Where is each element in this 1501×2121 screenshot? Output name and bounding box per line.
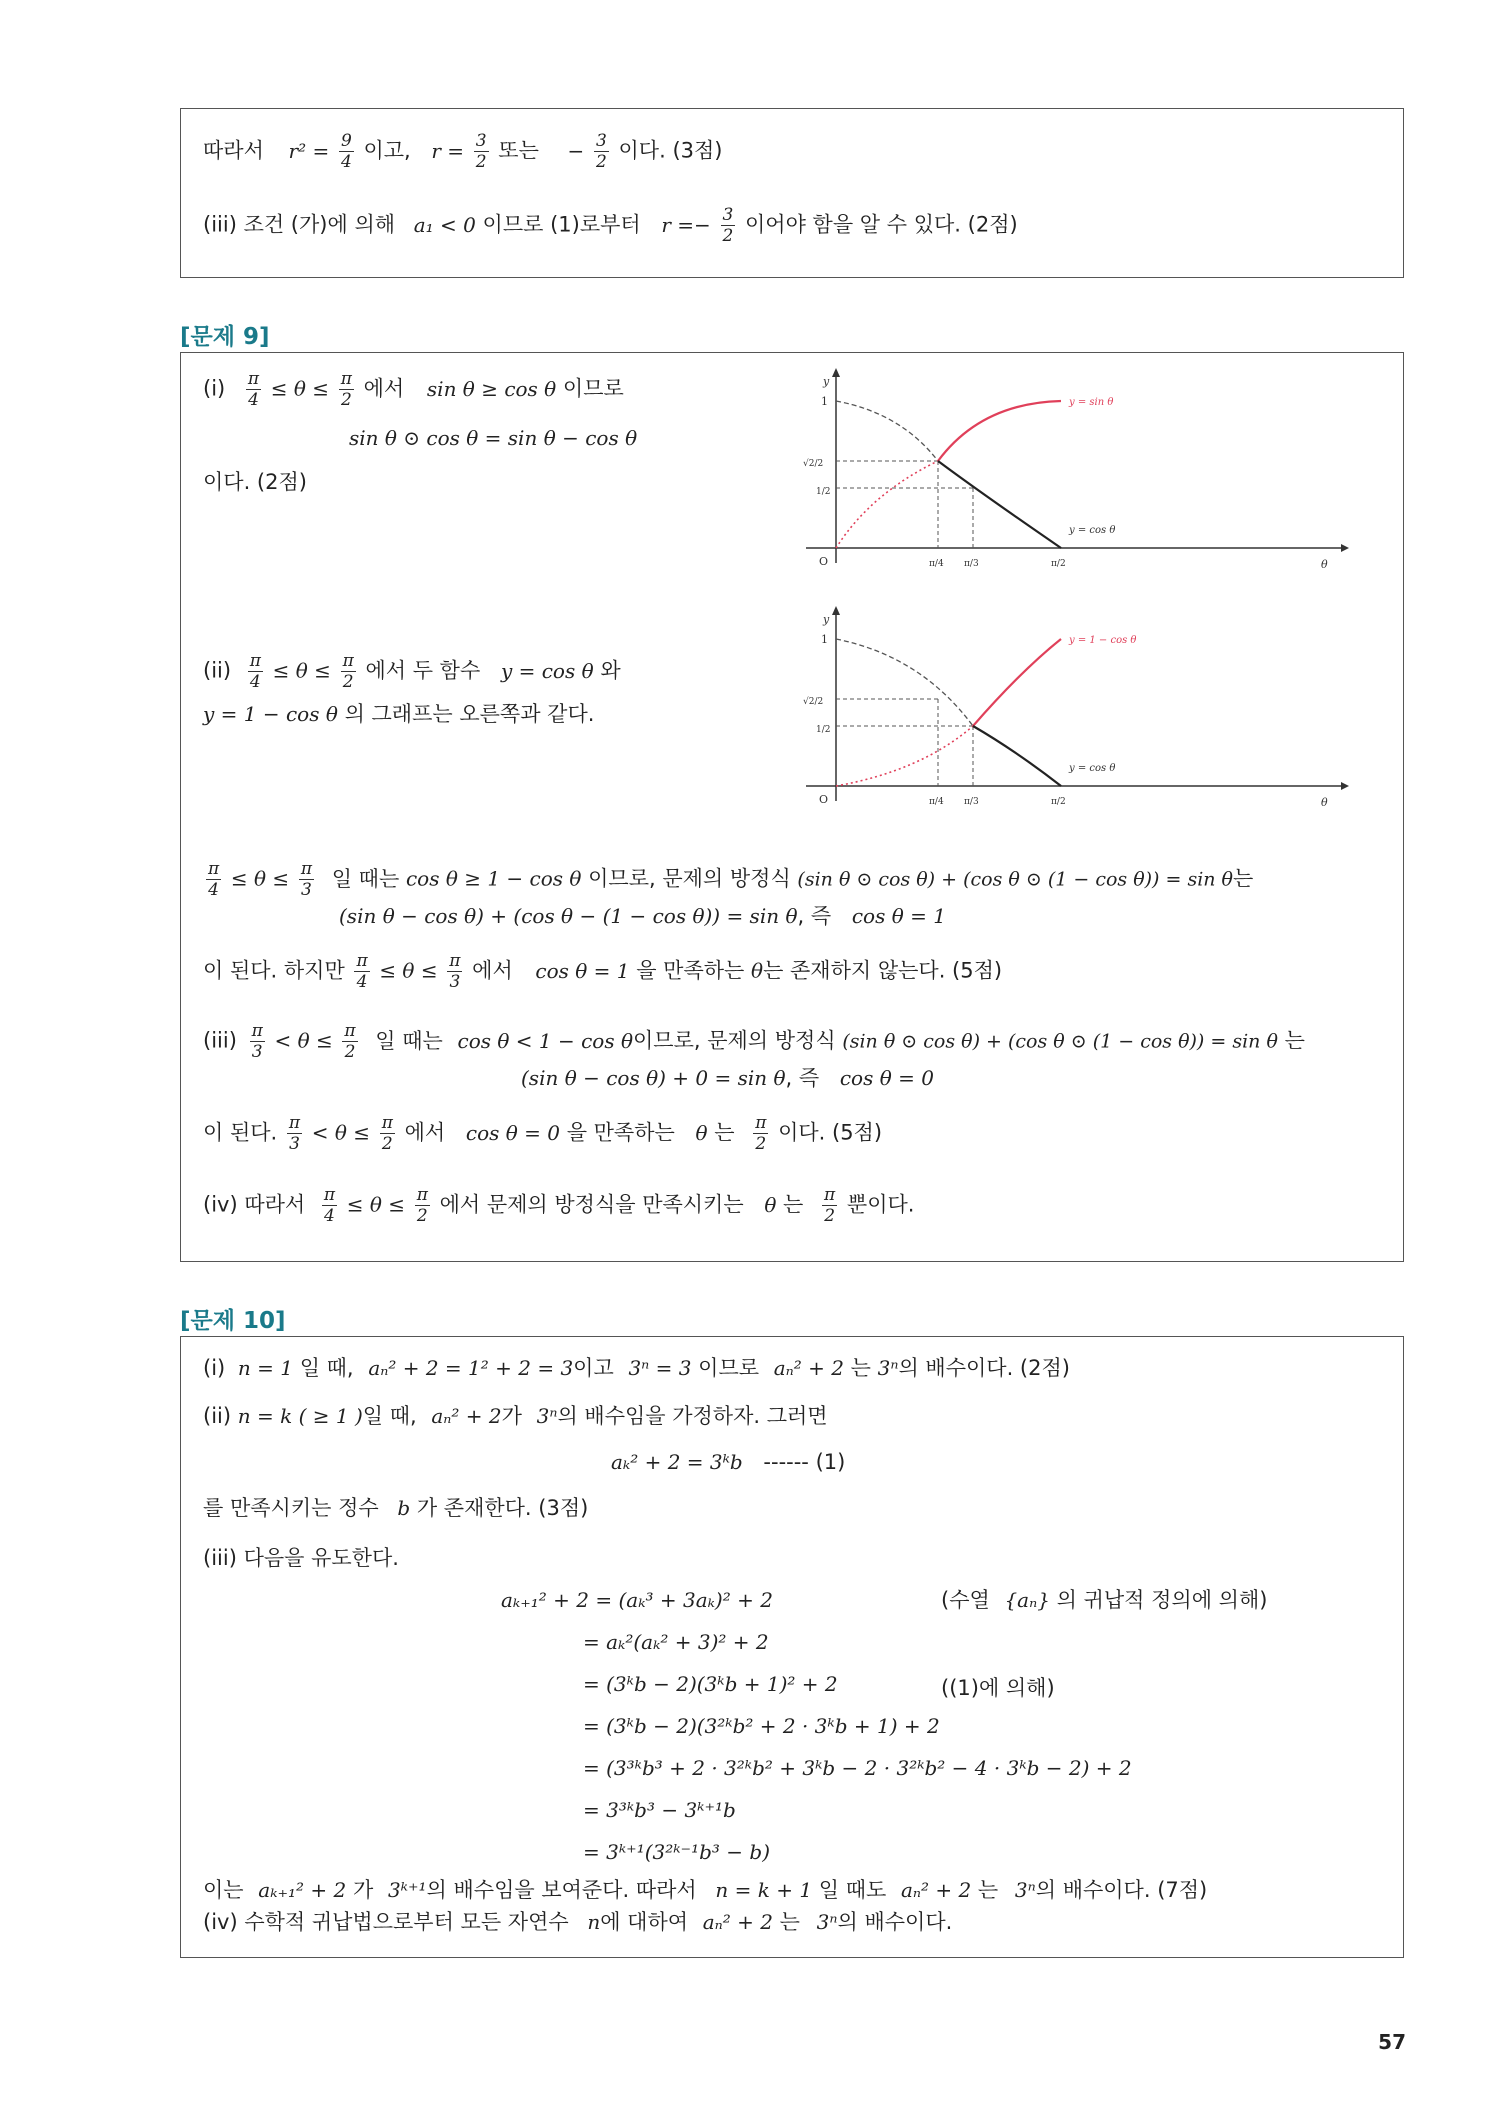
graph-cos-one-minus-cos <box>751 601 1351 816</box>
p10-case-iv: (iv) 수학적 귀납법으로부터 모든 자연수 n에 대하여 aₙ² + 2 는 3ⁿ의 배수이다. <box>203 1910 953 1934</box>
derivation-step-3: = (3ᵏb − 2)(3ᵏb + 1)² + 2 <box>583 1672 838 1696</box>
p9-case-i-equation: sin θ ⊙ cos θ = sin θ − cos θ <box>349 426 638 450</box>
p9-case-ii: (ii) $\frac{\pi}{4}$ ≤ θ ≤ $\frac{\pi}{2}$ 에서 두 함수 y = cos θ 와 <box>203 651 621 692</box>
p10-case-iii: (iii) 다음을 유도한다. <box>203 1546 399 1570</box>
solution-box-problem-10 <box>180 1336 1404 1958</box>
p9-subcase-1-result: 이 된다. 하지만 $\frac{\pi}{4}$ ≤ θ ≤ $\frac{\pi}{3}$ 에서 cos θ = 1 을 만족하는 θ는 존재하지 않는다. (5점) <box>203 951 1003 992</box>
p9-case-i-end: 이다. (2점) <box>203 470 307 494</box>
ytick-half: 1/2 <box>816 487 831 497</box>
y-axis-label: y <box>823 375 830 388</box>
p10-case-ii-end: 를 만족시키는 정수 b 가 존재한다. (3점) <box>203 1496 589 1520</box>
derivation-step-1: aₖ₊₁² + 2 = (aₖ³ + 3aₖ)² + 2 <box>501 1588 773 1612</box>
xtick-pi2: π/2 <box>1051 797 1066 807</box>
origin-label: O <box>819 555 829 568</box>
p9-subcase-1-eq: (sin θ − cos θ) + (cos θ − (1 − cos θ)) = sin θ, 즉 cos θ = 1 <box>339 904 946 928</box>
problem-9-heading: [문제 9] <box>180 324 270 350</box>
p10-case-i: (i) n = 1 일 때, aₙ² + 2 = 1² + 2 = 3이고 3ⁿ = 3 이므로 aₙ² + 2 는 3ⁿ의 배수이다. (2점) <box>203 1356 1070 1380</box>
y-axis-arrow <box>832 606 840 615</box>
cos-curve <box>973 726 1061 786</box>
label-sin: y = sin θ <box>1069 397 1114 408</box>
ytick-half: 1/2 <box>816 725 831 735</box>
p10-equation-1: aₖ² + 2 = 3ᵏb ------ (1) <box>611 1450 846 1474</box>
p9-case-iii-eq: (sin θ − cos θ) + 0 = sin θ, 즉 cos θ = 0 <box>521 1066 934 1090</box>
derivation-step-2: = aₖ²(aₖ² + 3)² + 2 <box>583 1630 769 1654</box>
xtick-pi3: π/3 <box>964 797 979 807</box>
p9-case-iii-result: 이 된다. $\frac{\pi}{3}$ < θ ≤ $\frac{\pi}{2}$ 에서 cos θ = 0 을 만족하는 θ 는 $\frac{\pi}{2}$ 이다. (5점) <box>203 1113 883 1154</box>
xtick-pi2: π/2 <box>1051 559 1066 569</box>
problem-10-heading: [문제 10] <box>180 1308 286 1334</box>
y-axis-arrow <box>832 368 840 377</box>
derivation-note-1: (수열 {aₙ} 의 귀납적 정의에 의해) <box>941 1588 1268 1612</box>
xtick-pi4: π/4 <box>929 559 944 569</box>
label-one-minus-cos: y = 1 − cos θ <box>1069 635 1137 646</box>
origin-label: O <box>819 793 829 806</box>
solution-box-problem-9 <box>180 352 1404 1262</box>
p9-case-i: (i) $\frac{\pi}{4}$ ≤ θ ≤ $\frac{\pi}{2}$ 에서 sin θ ≥ cos θ 이므로 <box>203 369 624 410</box>
page-number: 57 <box>1378 2030 1406 2054</box>
cos-curve <box>938 461 1061 548</box>
p10-conclusion: 이는 aₖ₊₁² + 2 가 3ᵏ⁺¹의 배수임을 보여준다. 따라서 n = k + 1 일 때도 aₙ² + 2 는 3ⁿ의 배수이다. (7점) <box>203 1878 1208 1902</box>
derivation-step-4: = (3ᵏb − 2)(3²ᵏb² + 2 · 3ᵏb + 1) + 2 <box>583 1714 940 1738</box>
x-axis-label: θ <box>1321 796 1328 809</box>
derivation-step-6: = 3³ᵏb³ − 3ᵏ⁺¹b <box>583 1798 736 1822</box>
ytick-sqrt2-2: √2/2 <box>803 459 824 469</box>
p9-subcase-1: $\frac{\pi}{4}$ ≤ θ ≤ $\frac{\pi}{3}$ 일 때는 cos θ ≥ 1 − cos θ 이므로, 문제의 방정식 (sin θ ⊙ cos θ) + (cos θ ⊙ (1 − cos θ)) = sin θ는 <box>208 859 1254 900</box>
xtick-pi3: π/3 <box>964 559 979 569</box>
p9-case-iv: (iv) 따라서 $\frac{\pi}{4}$ ≤ θ ≤ $\frac{\pi}{2}$ 에서 문제의 방정식을 만족시키는 θ 는 $\frac{\pi}{2}$ 뿐이다. <box>203 1185 915 1226</box>
derivation-note-3: ((1)에 의해) <box>941 1676 1055 1700</box>
solution-box-top <box>180 108 1404 278</box>
derivation-step-5: = (3³ᵏb³ + 2 · 3²ᵏb² + 3ᵏb − 2 · 3²ᵏb² − 4 · 3ᵏb − 2) + 2 <box>583 1756 1132 1780</box>
y-axis-label: y <box>823 613 830 626</box>
p9-case-iii: (iii) $\frac{\pi}{3}$ < θ ≤ $\frac{\pi}{2}$ 일 때는 cos θ < 1 − cos θ이므로, 문제의 방정식 (sin θ ⊙ cos θ) + (cos θ ⊙ (1 − cos θ)) = sin θ 는 <box>203 1021 1305 1062</box>
x-axis-arrow <box>1341 782 1349 790</box>
xtick-pi4: π/4 <box>929 797 944 807</box>
one-minus-cos-curve <box>973 639 1061 726</box>
ytick-one: 1 <box>821 395 828 408</box>
ytick-one: 1 <box>821 633 828 646</box>
label-cos: y = cos θ <box>1069 763 1116 774</box>
x-axis-label: θ <box>1321 558 1328 571</box>
derivation-step-7: = 3ᵏ⁺¹(3²ᵏ⁻¹b³ − b) <box>583 1840 771 1864</box>
line-condition-iii: (iii) 조건 (가)에 의해 a₁ < 0 이므로 (1)로부터 r =− $\frac{3}{2}$ 이어야 함을 알 수 있다. (2점) <box>203 205 1018 246</box>
p10-case-ii: (ii) n = k ( ≥ 1 )일 때, aₙ² + 2가 3ⁿ의 배수임을 가정하자. 그러면 <box>203 1404 828 1428</box>
label-cos: y = cos θ <box>1069 525 1116 536</box>
p9-case-ii-cont: y = 1 − cos θ 의 그래프는 오른쪽과 같다. <box>203 702 595 726</box>
sin-curve <box>938 401 1061 461</box>
graph-sin-cos <box>751 363 1351 578</box>
x-axis-arrow <box>1341 544 1349 552</box>
ytick-sqrt2-2: √2/2 <box>803 697 824 707</box>
line-r-values: 따라서 r² = $\frac{9}{4}$ 이고, r = $\frac{3}{2}$ 또는 − $\frac{3}{2}$ 이다. (3점) <box>203 131 723 172</box>
